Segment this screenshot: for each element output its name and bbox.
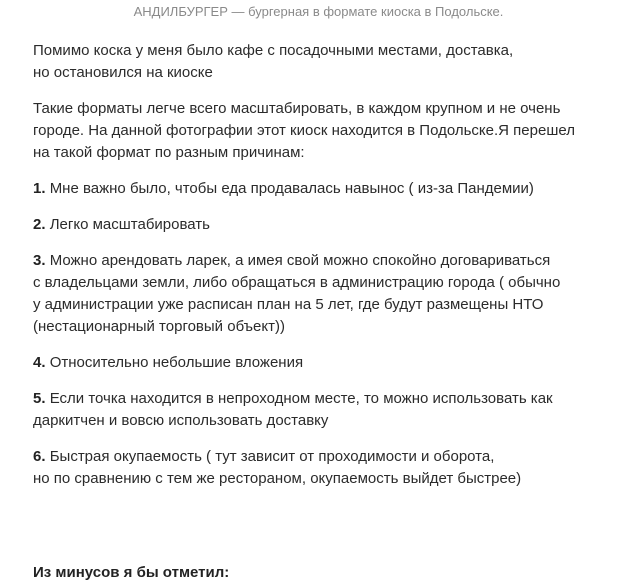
- reason-item-3: [33, 250, 623, 338]
- reason-item-4: [33, 352, 623, 374]
- reason-number: 5.: [33, 390, 46, 407]
- reason-number: 2.: [33, 216, 46, 233]
- reason-item-6: [33, 446, 623, 490]
- formats-line: городе. На данной фотографии этот киоск находится в Подольске.Я перешел: [33, 122, 575, 139]
- intro-line: но остановился на киоске: [33, 64, 213, 81]
- intro-line: Помимо коска у меня было кафе с посадочными местами, доставка,: [33, 42, 514, 59]
- reason-number: 4.: [33, 354, 46, 371]
- reason-number: 3.: [33, 252, 46, 269]
- reason-text: (нестационарный торговый объект)): [33, 318, 285, 335]
- reason-item-2: [33, 214, 623, 236]
- formats-line: Такие форматы легче всего масштабировать, в каждом крупном и не очень: [33, 100, 561, 117]
- formats-line: на такой формат по разным причинам:: [33, 144, 305, 161]
- reason-text: даркитчен и вовсю использовать доставку: [33, 412, 329, 429]
- reason-text: с владельцами земли, либо обращаться в администрацию города ( обычно: [33, 274, 561, 291]
- photo-caption: АНДИЛБУРГЕР — бургерная в формате киоска в Подольске.: [133, 4, 504, 19]
- article-body: [33, 40, 623, 504]
- reason-text: Можно арендовать ларек, а имея свой можно спокойно договариваться: [49, 252, 551, 269]
- reason-text: Относительно небольшие вложения: [49, 354, 304, 371]
- reason-text: но по сравнению с тем же рестораном, окупаемость выйдет быстрее): [33, 470, 522, 487]
- reason-item-5: [33, 388, 623, 432]
- intro-paragraph: [33, 40, 623, 84]
- reason-number: 1.: [33, 180, 46, 197]
- reason-text: Быстрая окупаемость ( тут зависит от проходимости и оборота,: [49, 448, 495, 465]
- reason-text: Если точка находится в непроходном месте, то можно использовать как: [49, 390, 553, 407]
- minus-heading: Из минусов я бы отметил:: [33, 564, 230, 581]
- reason-item-1: [33, 178, 623, 200]
- reason-text: у администрации уже расписан план на 5 лет, где будут размещены НТО: [33, 296, 544, 313]
- reason-text: Мне важно было, чтобы еда продавалась навынос ( из-за Пандемии): [49, 180, 534, 197]
- reason-number: 6.: [33, 448, 46, 465]
- reason-text: Легко масштабировать: [49, 216, 210, 233]
- formats-paragraph: [33, 98, 623, 164]
